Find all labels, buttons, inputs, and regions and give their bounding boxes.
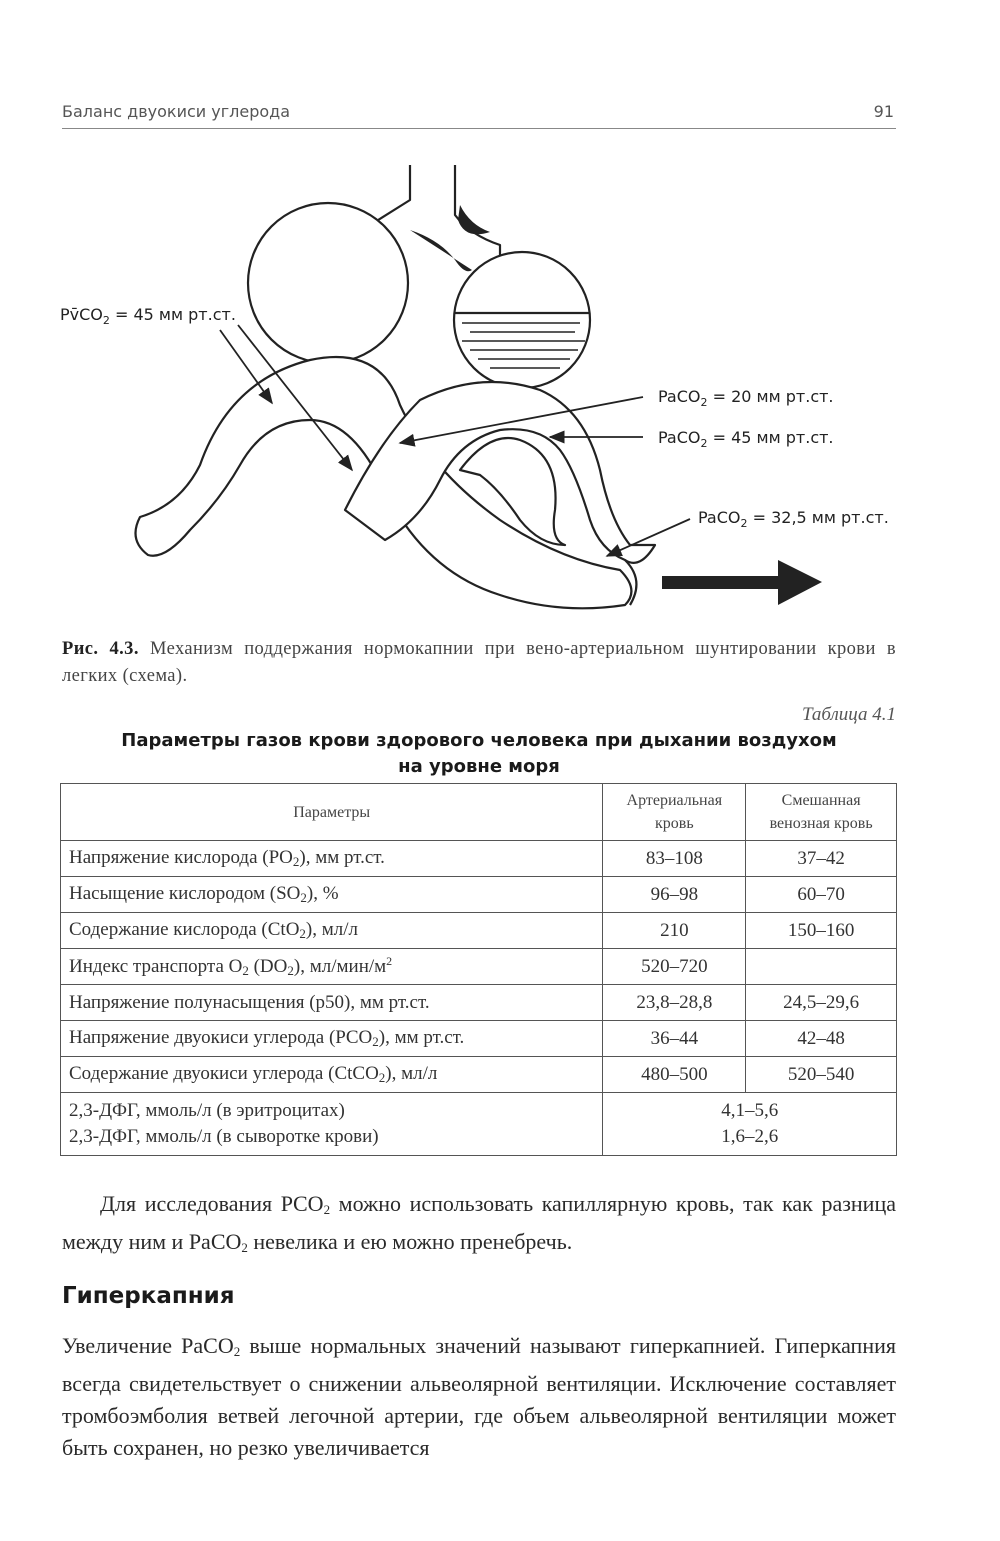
table-title	[62, 728, 896, 780]
dfg-value-cell: 4,1–5,6 1,6–2,6	[603, 1093, 897, 1156]
venous-cell: 60–70	[746, 877, 897, 913]
param-cell: Напряжение полунасыщения (p50), мм рт.ст.	[61, 985, 603, 1021]
header-venous: Смешанная венозная кровь	[746, 784, 897, 841]
venous-cell: 24,5–29,6	[746, 985, 897, 1021]
figure-caption-text: Механизм поддержания нормокапнии при вено-артериальном шунтировании крови в легких (схема).	[62, 639, 896, 686]
table-row	[61, 949, 897, 985]
arterial-cell: 480–500	[603, 1057, 746, 1093]
paragraph-hypercapnia: Увеличение PaCO$_2$ выше нормальных значений называют гиперкапнией. Гиперкапния всегда свидетельствует о снижении альвеолярной вентиляции. Исключение составляет тромбоэмболия ветвей легочной артерии, где объем альвеолярной вентиляции может быть сохранен, но резко увеличивается	[62, 1333, 896, 1460]
venous-cell	[746, 949, 897, 985]
param-cell: Содержание кислорода (CtO$_2$), мл/л	[61, 913, 603, 949]
paragraph-capillary: Для исследования $PCO_2$ можно использовать капиллярную кровь, так как разница между ним и PaCO$_2$ невелика и ею можно пренебречь.	[62, 1191, 896, 1255]
arterial-cell: 520–720	[603, 949, 746, 985]
table-header-row	[61, 784, 897, 841]
header-param: Параметры	[61, 784, 603, 841]
table-number: Таблица 4.1	[802, 704, 896, 725]
blood-gas-table	[60, 783, 897, 1156]
figure-caption-label: Рис. 4.3.	[62, 639, 139, 659]
table-row	[61, 1021, 897, 1057]
outflow-arrow	[662, 560, 822, 605]
table-row	[61, 877, 897, 913]
param-cell: Напряжение кислорода $(PO_2)$, мм рт.ст.	[61, 841, 603, 877]
arterial-cell: 210	[603, 913, 746, 949]
header-arterial: Артериальная кровь	[603, 784, 746, 841]
label-paco2-45: PaCO$_2$ = 45 мм рт.ст.	[658, 428, 834, 450]
arterial-cell: 83–108	[603, 841, 746, 877]
dfg-param-cell: 2,3-ДФГ, ммоль/л (в эритроцитах) 2,3-ДФГ, ммоль/л (в сыворотке крови)	[61, 1093, 603, 1156]
param-cell: Напряжение двуокиси углерода $(PCO_2)$, мм рт.ст.	[61, 1021, 603, 1057]
section-heading: Гиперкапния	[62, 1283, 235, 1309]
venous-cell: 37–42	[746, 841, 897, 877]
bronchus-obstruction-right	[458, 205, 490, 234]
page-number: 91	[873, 102, 894, 121]
ventilated-alveolus	[248, 203, 408, 363]
running-header-title: Баланс двуокиси углерода	[62, 102, 291, 121]
trachea-wall-left	[375, 165, 410, 222]
table-row	[61, 1057, 897, 1093]
figure-caption	[62, 636, 896, 690]
venous-cell: 42–48	[746, 1021, 897, 1057]
label-pvco2: $Pv̄CO_2 = 45$ мм рт.ст.	[60, 305, 236, 327]
arterial-cell: 96–98	[603, 877, 746, 913]
venous-cell: 520–540	[746, 1057, 897, 1093]
param-cell: Насыщение кислородом $(SO_2)$, %	[61, 877, 603, 913]
table-title-line-1: Параметры газов крови здорового человека при дыхании воздухом	[121, 730, 837, 751]
arterial-cell: 36–44	[603, 1021, 746, 1057]
param-cell: Индекс транспорта $O_2$ $(DO_2)$, $мл/мин/м^2$	[61, 949, 603, 985]
venous-cell: 150–160	[746, 913, 897, 949]
label-paco2-325: PaCO$_2$ = 32,5 мм рт.ст.	[698, 508, 889, 530]
table-row-dfg	[61, 1093, 897, 1156]
table-title-line-2: на уровне моря	[398, 756, 560, 777]
table-row	[61, 841, 897, 877]
param-cell: Содержание двуокиси углерода (CtCO$_2$), мл/л	[61, 1057, 603, 1093]
arterial-cell: 23,8–28,8	[603, 985, 746, 1021]
bronchus-obstruction-left	[410, 230, 472, 271]
label-paco2-20: PaCO$_2$ = 20 мм рт.ст.	[658, 387, 834, 409]
shunt-diagram	[0, 150, 1000, 630]
table-row	[61, 985, 897, 1021]
running-header	[62, 100, 896, 129]
table-row	[61, 913, 897, 949]
